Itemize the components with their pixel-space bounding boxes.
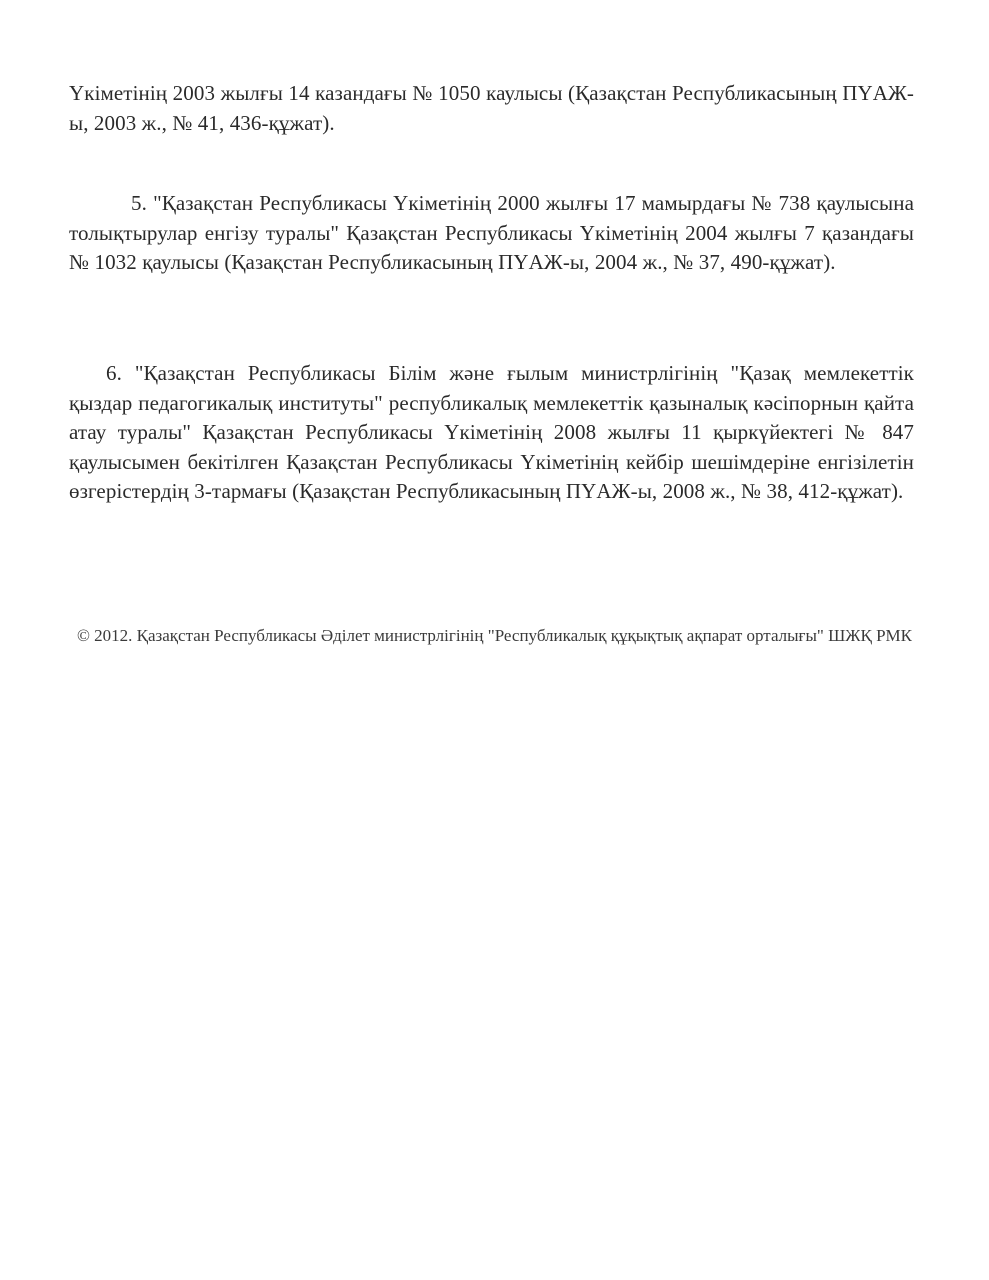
- copyright-footer: © 2012. Қазақстан Республикасы Әділет министрлігінің "Республикалық құқықтық ақпарат орталығы" ШЖҚ РМК: [76, 626, 913, 645]
- paragraph-item-6: 6. "Қазақстан Республикасы Білім және ғылым министрлігінің "Қазақ мемлекеттік қыздар педагогикалық институты" республикалық мемлекеттік қазыналық кәсіпорнын қайта атау туралы" Қазақстан Республикасы Үкіметінің 2008 жылғы 11 қыркүйектегі № 847 қаулысымен бекітілген Қазақстан Республикасы Үкіметінің кейбір шешімдеріне енгізілетін өзгерістердің 3-тармағы (Қазақстан Республикасының ПҮАЖ-ы, 2008 ж., № 38, 412-құжат).: [69, 361, 914, 503]
- paragraph-item-5: 5. "Қазақстан Республикасы Үкіметінің 2000 жылғы 17 мамырдағы № 738 қаулысына толықтырулар енгізу туралы" Қазақстан Республикасы Үкіметінің 2004 жылғы 7 қазандағы № 1032 қаулысы (Қазақстан Республикасының ПҮАЖ-ы, 2004 ж., № 37, 490-құжат).: [69, 191, 914, 274]
- paragraph-continuation: Үкіметінің 2003 жылғы 14 казандағы № 1050 каулысы (Қазақстан Республикасының ПҮАЖ-ы, 2003 ж., № 41, 436-құжат).: [69, 81, 914, 135]
